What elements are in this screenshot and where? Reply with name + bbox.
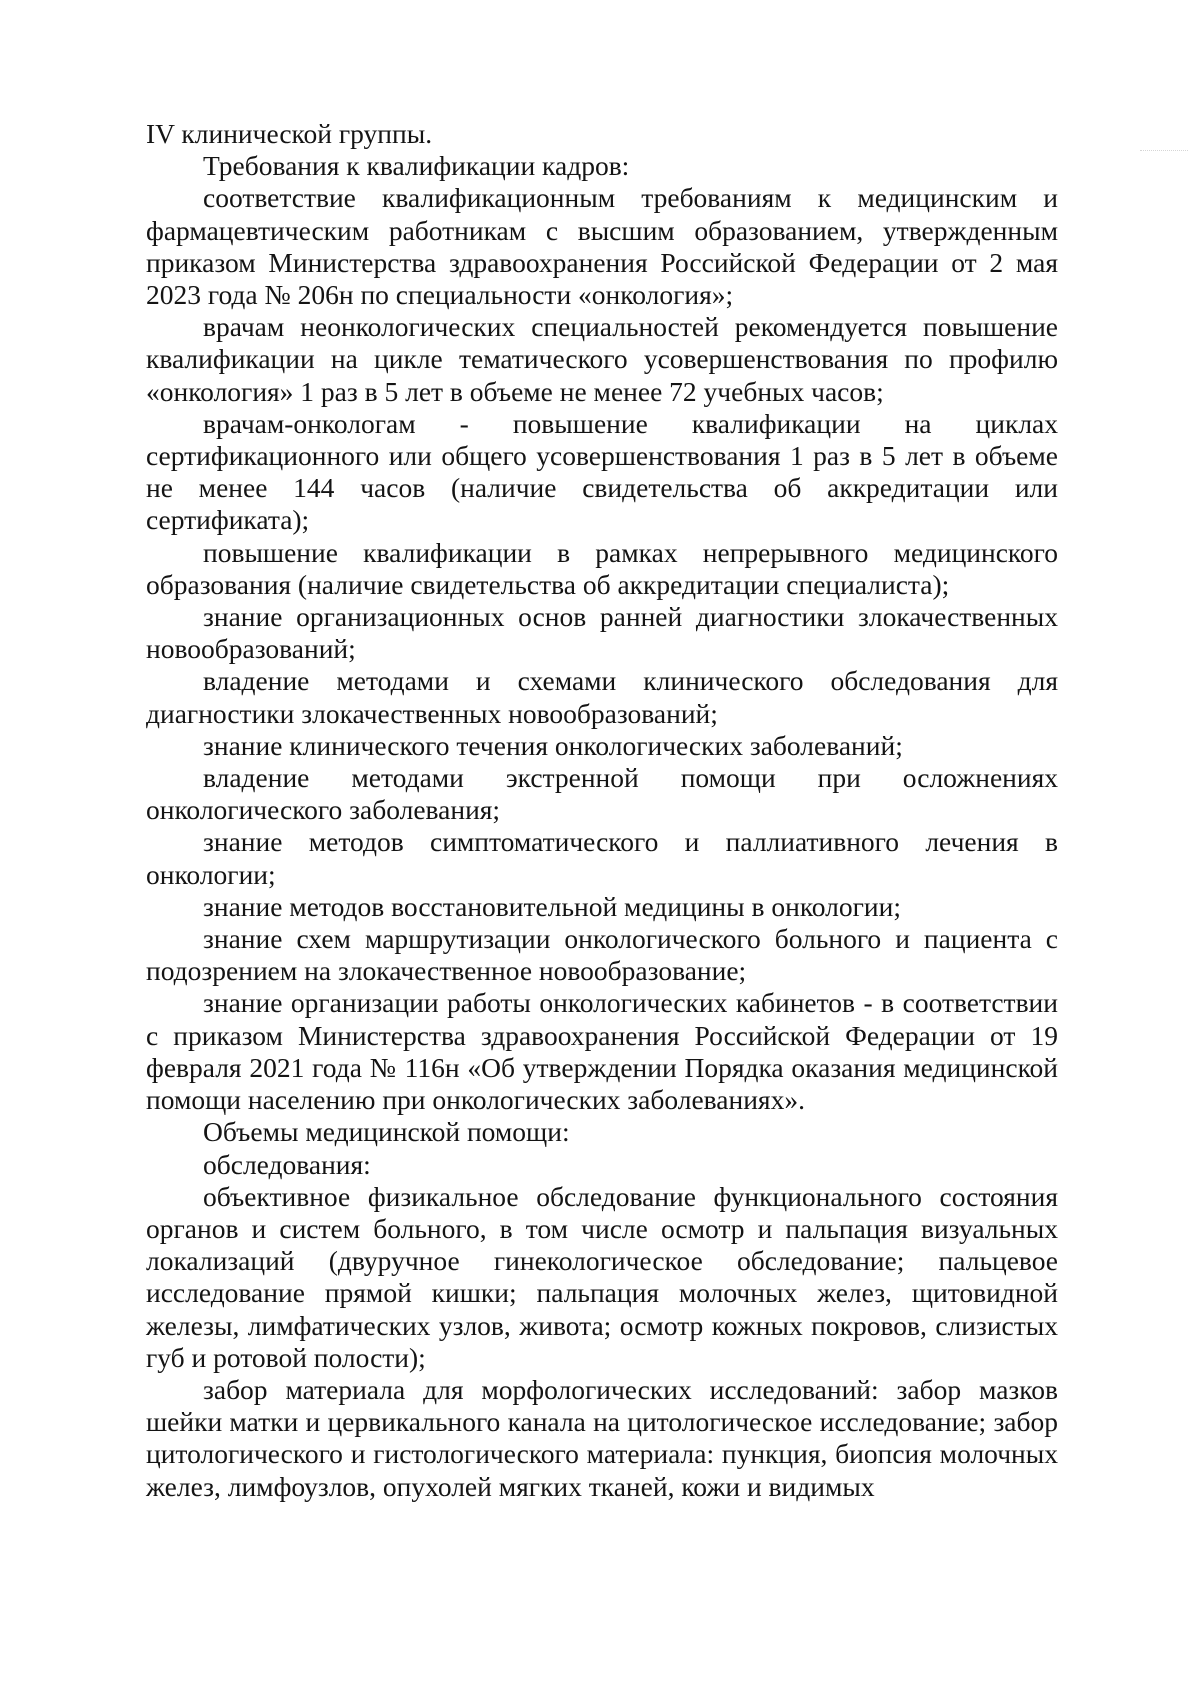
paragraph-patient-routing: знание схем маршрутизации онкологического больного и пациента с подозрением на злокачественное новообразование; [146,923,1058,987]
paragraph-oncologists-training: врачам-онкологам - повышение квалификации на циклах сертификационного или общего усовершенствования 1 раз в 5 лет в объеме не менее 144 часов (наличие свидетельства об аккредитации или сертификата); [146,407,1058,536]
scan-artifact [1140,150,1188,153]
paragraph-non-oncology-doctors: врачам неонкологических специальностей рекомендуется повышение квалификации на цикле тематического усовершенствования по профилю «онкология» 1 раз в 5 лет в объеме не менее 72 учебных часов; [146,311,1058,407]
paragraph-examinations-heading: обследования: [203,1148,371,1180]
paragraph-early-diagnostics: знание организационных основ ранней диагностики злокачественных новообразований; [146,601,1058,665]
paragraph-physical-examination: объективное физикальное обследование функционального состояния органов и систем больного, в том числе осмотр и пальпация визуальных локализаций (двуручное гинекологическое обследование; пальцевое исследование прямой кишки; пальпация молочных желез, щитовидной железы, лимфатических узлов, живота; осмотр кожных покровов, слизистых губ и ротовой полости); [146,1180,1058,1373]
paragraph-clinical-group: IV клинической группы. [146,118,433,149]
paragraph-staff-requirements-heading: Требования к квалификации кадров: [203,150,630,182]
paragraph-palliative-treatment: знание методов симптоматического и паллиативного лечения в онкологии; [146,826,1058,890]
paragraph-emergency-care: владение методами экстренной помощи при осложнениях онкологического заболевания; [146,762,1058,826]
paragraph-care-volumes-heading: Объемы медицинской помощи: [203,1116,570,1148]
paragraph-examination-methods: владение методами и схемами клинического обследования для диагностики злокачественных новообразований; [146,665,1058,729]
paragraph-continuous-education: повышение квалификации в рамках непрерывного медицинского образования (наличие свидетельства об аккредитации специалиста); [146,536,1058,600]
paragraph-cabinet-organization: знание организации работы онкологических кабинетов - в соответствии с приказом Министерства здравоохранения Российской Федерации от 19 февраля 2021 года № 116н «Об утверждении Порядка оказания медицинской помощи населению при онкологических заболеваниях». [146,987,1058,1116]
paragraph-qualification-compliance: соответствие квалификационным требованиям к медицинским и фармацевтическим работникам с высшим образованием, утвержденным приказом Министерства здравоохранения Российской Федерации от 2 мая 2023 года № 206н по специальности «онкология»; [146,182,1058,311]
paragraph-morphology-sampling: забор материала для морфологических исследований: забор мазков шейки матки и цервикального канала на цитологическое исследование; забор цитологического и гистологического материала: пункция, биопсия молочных желез, лимфоузлов, опухолей мягких тканей, кожи и видимых [146,1373,1058,1502]
paragraph-clinical-course: знание клинического течения онкологических заболеваний; [203,729,903,761]
document-body [146,118,1058,1503]
paragraph-rehabilitation-medicine: знание методов восстановительной медицины в онкологии; [203,890,902,922]
